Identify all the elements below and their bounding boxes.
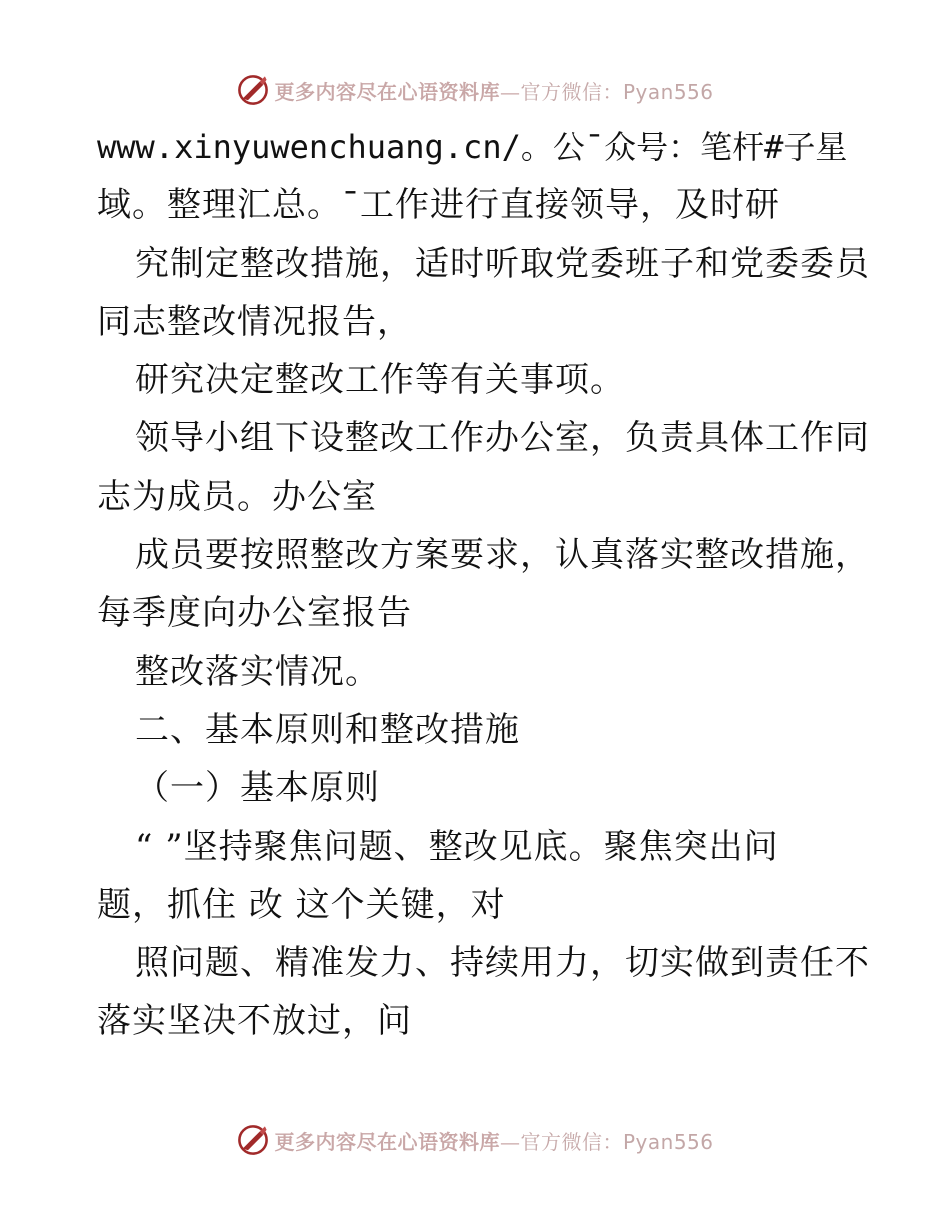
watermark-separator: — [499,1129,521,1154]
watermark-main: 更多内容尽在心语资料库 [274,79,500,104]
watermark-main: 更多内容尽在心语资料库 [274,1129,500,1154]
text-line: 领导小组下设整改工作办公室，负责具体工作同 [135,418,870,459]
watermark-id: Pyan556 [622,1129,714,1154]
watermark-id: Pyan556 [622,79,714,104]
subsection-heading: （一）基本原则 [135,768,380,809]
section-heading: 二、基本原则和整改措施 [135,709,520,750]
text-line: 题，抓住 改 这个关键，对 [97,884,506,925]
text-line: 成员要按照整改方案要求，认真落实整改措施， [135,535,870,576]
quill-logo-icon [236,73,270,107]
text-line: 究制定整改措施，适时听取党委班子和党委委员 [135,243,870,284]
text-line: 同志整改情况报告， [97,301,412,342]
text-line: 每季度向办公室报告 [97,593,412,634]
watermark-text [274,76,713,105]
text-line: www.xinyuwenchuang.cn/。公¯众号：笔杆#子星 [97,128,848,166]
watermark-sub: 官方微信： [520,1129,623,1154]
text-line: 照问题、精准发力、持续用力，切实做到责任不 [135,943,870,984]
quill-logo-icon [236,1123,270,1157]
header-watermark [0,70,950,110]
text-line: 域。整理汇总。¯工作进行直接领导，及时研 [97,185,780,226]
document-body [97,118,870,1051]
footer-watermark [0,1120,950,1160]
watermark-separator: — [499,79,521,104]
watermark-text [274,1126,713,1155]
text-line: “ ”坚持聚焦问题、整改见底。聚焦突出问 [135,826,779,867]
text-line: 志为成员。办公室 [97,476,377,517]
watermark-sub: 官方微信： [520,79,623,104]
text-line: 落实坚决不放过，问 [97,1001,412,1042]
text-line: 整改落实情况。 [135,651,380,692]
text-line: 研究决定整改工作等有关事项。 [135,360,625,401]
